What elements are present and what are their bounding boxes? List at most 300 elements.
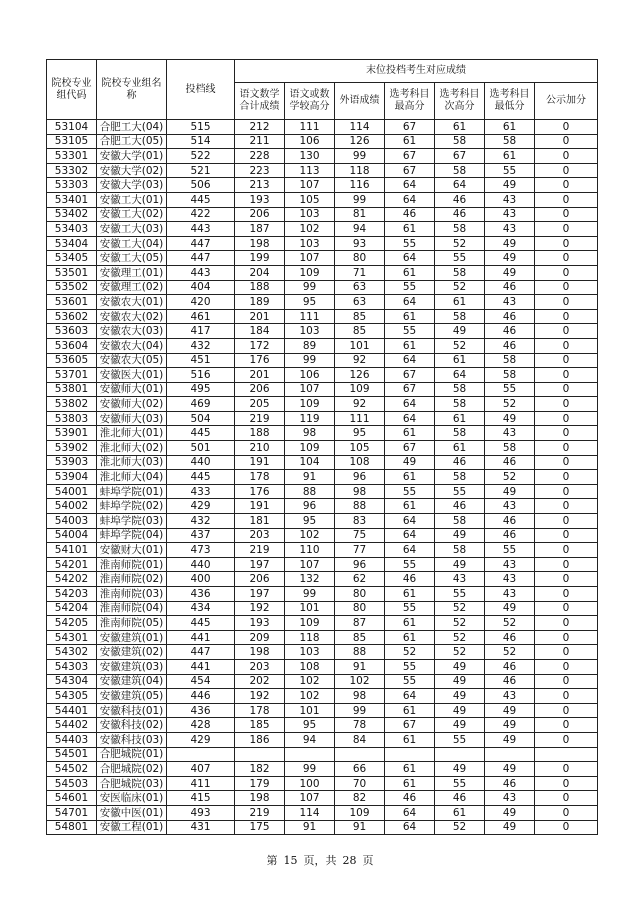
cell-elective-lowest: 52	[485, 616, 535, 631]
cell-elective-lowest: 58	[485, 353, 535, 368]
cell-chinese-or-math-high: 103	[285, 324, 335, 339]
cell-chinese-math-total: 198	[235, 645, 285, 660]
table-row	[47, 718, 598, 733]
cell-group-code: 53902	[47, 441, 97, 456]
cell-group-code: 54402	[47, 718, 97, 733]
cell-foreign-language: 85	[335, 309, 385, 324]
cell-foreign-language: 94	[335, 222, 385, 237]
cell-chinese-math-total: 178	[235, 703, 285, 718]
cell-elective-second: 52	[435, 338, 485, 353]
cell-group-code: 53901	[47, 426, 97, 441]
cell-foreign-language: 99	[335, 192, 385, 207]
cell-group-code: 53803	[47, 411, 97, 426]
cell-chinese-or-math-high	[285, 747, 335, 762]
header-elective-highest: 选考科目最高分	[385, 83, 435, 120]
cell-chinese-math-total: 176	[235, 484, 285, 499]
cell-chinese-or-math-high: 96	[285, 499, 335, 514]
cell-elective-lowest: 46	[485, 776, 535, 791]
cell-chinese-or-math-high: 107	[285, 178, 335, 193]
cell-chinese-math-total: 219	[235, 411, 285, 426]
cell-elective-lowest: 43	[485, 689, 535, 704]
cell-foreign-language: 96	[335, 557, 385, 572]
table-row	[47, 207, 598, 222]
table-row	[47, 426, 598, 441]
cell-group-code: 54701	[47, 805, 97, 820]
table-header	[47, 60, 598, 120]
cell-elective-highest: 64	[385, 528, 435, 543]
cell-elective-second: 49	[435, 703, 485, 718]
cell-group-code: 54205	[47, 616, 97, 631]
cell-group-code: 54204	[47, 601, 97, 616]
cell-chinese-math-total: 178	[235, 470, 285, 485]
cell-foreign-language: 101	[335, 338, 385, 353]
cell-bonus: 0	[535, 674, 598, 689]
cell-group-name: 安徽建筑(01)	[97, 630, 167, 645]
cell-group-name: 淮北师大(01)	[97, 426, 167, 441]
cell-chinese-or-math-high: 103	[285, 645, 335, 660]
cell-chinese-or-math-high: 91	[285, 820, 335, 835]
cell-foreign-language: 75	[335, 528, 385, 543]
table-row	[47, 163, 598, 178]
cell-group-name: 安徽理工(01)	[97, 265, 167, 280]
cell-cutoff-score: 454	[167, 674, 235, 689]
cell-group-name: 安徽农大(02)	[97, 309, 167, 324]
cell-chinese-math-total: 204	[235, 265, 285, 280]
cell-elective-highest: 55	[385, 236, 435, 251]
cell-chinese-or-math-high: 100	[285, 776, 335, 791]
cell-elective-highest: 55	[385, 659, 435, 674]
cell-cutoff-score: 445	[167, 426, 235, 441]
cell-elective-lowest: 43	[485, 222, 535, 237]
footer-total-pages: 28	[342, 854, 357, 867]
cell-group-name: 安徽工大(01)	[97, 192, 167, 207]
table-row	[47, 149, 598, 164]
cell-elective-second: 43	[435, 572, 485, 587]
cell-chinese-or-math-high: 101	[285, 703, 335, 718]
table-row	[47, 732, 598, 747]
table-row	[47, 645, 598, 660]
cell-chinese-or-math-high: 114	[285, 805, 335, 820]
cell-group-name: 合肥工大(05)	[97, 134, 167, 149]
cell-cutoff-score: 521	[167, 163, 235, 178]
cell-elective-highest: 64	[385, 397, 435, 412]
cell-bonus: 0	[535, 222, 598, 237]
cell-elective-second: 64	[435, 178, 485, 193]
cell-foreign-language: 62	[335, 572, 385, 587]
cell-cutoff-score: 514	[167, 134, 235, 149]
cell-chinese-math-total: 203	[235, 659, 285, 674]
cell-elective-second: 49	[435, 718, 485, 733]
cell-chinese-or-math-high: 98	[285, 426, 335, 441]
cell-group-code: 53605	[47, 353, 97, 368]
cell-chinese-or-math-high: 106	[285, 368, 335, 383]
cell-group-code: 54202	[47, 572, 97, 587]
cell-foreign-language: 99	[335, 149, 385, 164]
cell-foreign-language: 80	[335, 601, 385, 616]
table-row	[47, 338, 598, 353]
cell-chinese-math-total: 201	[235, 368, 285, 383]
table-row	[47, 368, 598, 383]
cell-group-code: 54302	[47, 645, 97, 660]
cell-chinese-math-total: 206	[235, 207, 285, 222]
cell-cutoff-score: 436	[167, 703, 235, 718]
cell-chinese-or-math-high: 109	[285, 441, 335, 456]
cell-cutoff-score: 445	[167, 616, 235, 631]
cell-cutoff-score: 431	[167, 820, 235, 835]
cell-group-name: 安徽医大(01)	[97, 368, 167, 383]
cell-group-code: 53903	[47, 455, 97, 470]
cell-foreign-language: 80	[335, 587, 385, 602]
table-row	[47, 309, 598, 324]
cell-bonus: 0	[535, 630, 598, 645]
cell-cutoff-score: 404	[167, 280, 235, 295]
cell-foreign-language: 70	[335, 776, 385, 791]
cell-elective-highest: 64	[385, 820, 435, 835]
table-row	[47, 499, 598, 514]
cell-bonus: 0	[535, 338, 598, 353]
cell-elective-second: 55	[435, 732, 485, 747]
cell-group-code: 53501	[47, 265, 97, 280]
cell-chinese-math-total: 192	[235, 689, 285, 704]
cell-foreign-language: 99	[335, 703, 385, 718]
cell-chinese-math-total: 197	[235, 557, 285, 572]
cell-chinese-or-math-high: 107	[285, 557, 335, 572]
cell-cutoff-score: 461	[167, 309, 235, 324]
cell-group-name: 淮南师院(03)	[97, 587, 167, 602]
cell-elective-second: 55	[435, 776, 485, 791]
cell-elective-highest: 64	[385, 411, 435, 426]
cell-group-code: 53104	[47, 120, 97, 135]
cell-group-name: 安徽师大(03)	[97, 411, 167, 426]
cell-elective-lowest: 46	[485, 514, 535, 529]
cell-elective-highest: 46	[385, 207, 435, 222]
cell-foreign-language: 114	[335, 120, 385, 135]
footer-suffix: 页	[362, 854, 374, 867]
cell-elective-second: 49	[435, 659, 485, 674]
cell-chinese-math-total: 192	[235, 601, 285, 616]
cell-group-name: 蚌埠学院(02)	[97, 499, 167, 514]
cell-chinese-or-math-high: 106	[285, 134, 335, 149]
cell-elective-lowest: 46	[485, 630, 535, 645]
cell-bonus: 0	[535, 528, 598, 543]
cell-foreign-language: 71	[335, 265, 385, 280]
cell-foreign-language: 126	[335, 134, 385, 149]
cell-elective-highest: 61	[385, 222, 435, 237]
cell-group-code: 54502	[47, 762, 97, 777]
cell-chinese-or-math-high: 109	[285, 265, 335, 280]
cell-elective-lowest: 46	[485, 280, 535, 295]
cell-group-name: 安徽师大(01)	[97, 382, 167, 397]
cell-bonus: 0	[535, 659, 598, 674]
cell-cutoff-score: 407	[167, 762, 235, 777]
cell-elective-lowest: 52	[485, 645, 535, 660]
cell-group-name: 安徽农大(01)	[97, 295, 167, 310]
cell-elective-highest: 64	[385, 353, 435, 368]
cell-cutoff-score: 440	[167, 557, 235, 572]
cell-elective-second: 49	[435, 674, 485, 689]
cell-chinese-math-total: 197	[235, 587, 285, 602]
cell-elective-lowest: 49	[485, 762, 535, 777]
cell-elective-second: 52	[435, 616, 485, 631]
table-row	[47, 192, 598, 207]
header-bonus: 公示加分	[535, 83, 598, 120]
cell-bonus: 0	[535, 441, 598, 456]
cell-foreign-language: 98	[335, 689, 385, 704]
cell-group-code: 54305	[47, 689, 97, 704]
cell-chinese-math-total: 188	[235, 426, 285, 441]
cell-chinese-or-math-high: 102	[285, 528, 335, 543]
cell-group-code: 54801	[47, 820, 97, 835]
cell-elective-lowest: 43	[485, 192, 535, 207]
cell-bonus: 0	[535, 805, 598, 820]
cell-elective-second: 58	[435, 514, 485, 529]
cell-bonus: 0	[535, 732, 598, 747]
table-row	[47, 441, 598, 456]
cell-cutoff-score: 400	[167, 572, 235, 587]
cell-elective-highest: 64	[385, 178, 435, 193]
cell-group-code: 53402	[47, 207, 97, 222]
cell-chinese-math-total: 203	[235, 528, 285, 543]
cell-foreign-language: 96	[335, 470, 385, 485]
cell-elective-second: 61	[435, 353, 485, 368]
cell-elective-second: 55	[435, 484, 485, 499]
footer-mid: 页，共	[303, 854, 337, 867]
table-row	[47, 397, 598, 412]
cell-elective-lowest: 46	[485, 338, 535, 353]
cell-group-code: 53502	[47, 280, 97, 295]
cell-group-code: 54401	[47, 703, 97, 718]
cell-elective-highest: 64	[385, 805, 435, 820]
cell-group-code: 53303	[47, 178, 97, 193]
table-row	[47, 134, 598, 149]
cell-elective-second: 49	[435, 528, 485, 543]
cell-cutoff-score: 451	[167, 353, 235, 368]
cell-foreign-language: 63	[335, 295, 385, 310]
cell-chinese-or-math-high: 91	[285, 470, 335, 485]
cell-bonus: 0	[535, 703, 598, 718]
cell-elective-second: 55	[435, 587, 485, 602]
header-foreign-language: 外语成绩	[335, 83, 385, 120]
cell-elective-highest: 46	[385, 791, 435, 806]
cell-bonus: 0	[535, 353, 598, 368]
cell-group-name: 淮北师大(04)	[97, 470, 167, 485]
cell-group-name: 安徽科技(01)	[97, 703, 167, 718]
cell-elective-highest: 49	[385, 455, 435, 470]
cell-foreign-language: 98	[335, 484, 385, 499]
cell-cutoff-score: 411	[167, 776, 235, 791]
table-row	[47, 178, 598, 193]
cell-group-name: 安徽财大(01)	[97, 543, 167, 558]
cell-chinese-or-math-high: 101	[285, 601, 335, 616]
cell-chinese-or-math-high: 109	[285, 397, 335, 412]
cell-elective-highest: 55	[385, 601, 435, 616]
cell-foreign-language: 109	[335, 805, 385, 820]
cell-bonus	[535, 747, 598, 762]
cell-cutoff-score: 506	[167, 178, 235, 193]
cell-elective-highest: 64	[385, 543, 435, 558]
cell-cutoff-score: 515	[167, 120, 235, 135]
cell-bonus: 0	[535, 368, 598, 383]
cell-foreign-language: 88	[335, 499, 385, 514]
cell-group-name: 安徽农大(03)	[97, 324, 167, 339]
cell-bonus: 0	[535, 791, 598, 806]
cell-elective-highest: 55	[385, 484, 435, 499]
cell-chinese-math-total: 199	[235, 251, 285, 266]
cell-group-name: 蚌埠学院(01)	[97, 484, 167, 499]
cell-elective-second: 58	[435, 309, 485, 324]
cell-foreign-language: 78	[335, 718, 385, 733]
cell-elective-lowest: 55	[485, 543, 535, 558]
cell-elective-lowest: 49	[485, 178, 535, 193]
cell-bonus: 0	[535, 587, 598, 602]
cell-group-name: 安徽农大(04)	[97, 338, 167, 353]
cell-bonus: 0	[535, 134, 598, 149]
cell-group-code: 53403	[47, 222, 97, 237]
cell-chinese-math-total	[235, 747, 285, 762]
cell-chinese-or-math-high: 107	[285, 382, 335, 397]
table-row	[47, 295, 598, 310]
cell-group-name: 合肥城院(01)	[97, 747, 167, 762]
cell-chinese-or-math-high: 95	[285, 718, 335, 733]
cell-cutoff-score: 504	[167, 411, 235, 426]
cell-elective-second: 52	[435, 820, 485, 835]
cell-cutoff-score	[167, 747, 235, 762]
cell-foreign-language: 109	[335, 382, 385, 397]
cell-group-name: 安徽工程(01)	[97, 820, 167, 835]
cell-group-name: 安徽建筑(04)	[97, 674, 167, 689]
cell-chinese-or-math-high: 110	[285, 543, 335, 558]
cell-elective-highest: 61	[385, 703, 435, 718]
cell-chinese-or-math-high: 99	[285, 762, 335, 777]
cell-elective-highest: 67	[385, 149, 435, 164]
table-row	[47, 236, 598, 251]
cell-bonus: 0	[535, 762, 598, 777]
cell-chinese-math-total: 210	[235, 441, 285, 456]
cell-cutoff-score: 516	[167, 368, 235, 383]
table-row	[47, 470, 598, 485]
cell-elective-highest: 61	[385, 616, 435, 631]
cell-elective-highest: 55	[385, 280, 435, 295]
cell-cutoff-score: 473	[167, 543, 235, 558]
footer-page-number: 15	[283, 854, 298, 867]
cell-group-name: 安徽工大(03)	[97, 222, 167, 237]
table-row	[47, 251, 598, 266]
cell-bonus: 0	[535, 455, 598, 470]
cell-chinese-or-math-high: 107	[285, 251, 335, 266]
cell-group-name: 淮南师院(01)	[97, 557, 167, 572]
table-row	[47, 382, 598, 397]
cell-elective-highest: 61	[385, 309, 435, 324]
cell-elective-second: 64	[435, 368, 485, 383]
cell-elective-highest: 67	[385, 718, 435, 733]
cell-elective-lowest: 52	[485, 470, 535, 485]
cell-elective-second: 58	[435, 543, 485, 558]
cell-chinese-or-math-high: 103	[285, 236, 335, 251]
cell-bonus: 0	[535, 601, 598, 616]
table-row	[47, 659, 598, 674]
cell-elective-second: 58	[435, 163, 485, 178]
cell-chinese-math-total: 191	[235, 499, 285, 514]
cell-elective-lowest: 49	[485, 805, 535, 820]
cell-foreign-language: 77	[335, 543, 385, 558]
table-row	[47, 222, 598, 237]
cell-bonus: 0	[535, 776, 598, 791]
cell-foreign-language: 80	[335, 251, 385, 266]
cell-elective-second: 58	[435, 265, 485, 280]
cell-group-name: 合肥工大(04)	[97, 120, 167, 135]
cell-chinese-math-total: 176	[235, 353, 285, 368]
cell-cutoff-score: 493	[167, 805, 235, 820]
cell-cutoff-score: 417	[167, 324, 235, 339]
table-row	[47, 543, 598, 558]
cell-bonus: 0	[535, 514, 598, 529]
cell-group-code: 53801	[47, 382, 97, 397]
table-row	[47, 528, 598, 543]
cell-bonus: 0	[535, 382, 598, 397]
cell-chinese-math-total: 189	[235, 295, 285, 310]
cell-foreign-language: 118	[335, 163, 385, 178]
cell-elective-second: 55	[435, 251, 485, 266]
cell-group-code: 53802	[47, 397, 97, 412]
cell-group-code: 54003	[47, 514, 97, 529]
page-footer	[0, 852, 640, 868]
header-elective-lowest: 选考科目最低分	[485, 83, 535, 120]
cell-group-code: 54503	[47, 776, 97, 791]
cell-foreign-language: 91	[335, 820, 385, 835]
cell-elective-highest: 61	[385, 470, 435, 485]
cell-elective-second: 58	[435, 426, 485, 441]
cell-bonus: 0	[535, 557, 598, 572]
cell-foreign-language: 85	[335, 630, 385, 645]
cell-bonus: 0	[535, 280, 598, 295]
footer-prefix: 第	[266, 854, 278, 867]
cell-group-name: 安徽工大(02)	[97, 207, 167, 222]
cell-elective-highest: 61	[385, 134, 435, 149]
cell-group-name: 安徽工大(05)	[97, 251, 167, 266]
cell-group-name: 安徽师大(02)	[97, 397, 167, 412]
cell-chinese-or-math-high: 119	[285, 411, 335, 426]
cell-group-code: 53302	[47, 163, 97, 178]
cell-bonus: 0	[535, 192, 598, 207]
cell-elective-lowest: 46	[485, 659, 535, 674]
cell-elective-highest: 61	[385, 265, 435, 280]
cell-elective-second: 52	[435, 645, 485, 660]
cell-group-name: 淮南师院(02)	[97, 572, 167, 587]
cell-bonus: 0	[535, 236, 598, 251]
cell-foreign-language: 81	[335, 207, 385, 222]
table-row	[47, 455, 598, 470]
cell-chinese-math-total: 191	[235, 455, 285, 470]
cell-foreign-language: 102	[335, 674, 385, 689]
cell-chinese-math-total: 202	[235, 674, 285, 689]
cell-elective-second: 58	[435, 222, 485, 237]
table-row	[47, 484, 598, 499]
cell-chinese-math-total: 219	[235, 805, 285, 820]
cell-elective-highest: 55	[385, 324, 435, 339]
cell-bonus: 0	[535, 120, 598, 135]
cell-group-name: 淮北师大(02)	[97, 441, 167, 456]
cell-group-code: 54201	[47, 557, 97, 572]
cell-chinese-or-math-high: 95	[285, 295, 335, 310]
cell-elective-highest: 61	[385, 499, 435, 514]
cell-bonus: 0	[535, 309, 598, 324]
cell-chinese-or-math-high: 130	[285, 149, 335, 164]
cell-chinese-math-total: 179	[235, 776, 285, 791]
table-row	[47, 265, 598, 280]
cell-elective-lowest: 61	[485, 120, 535, 135]
cell-elective-highest: 64	[385, 689, 435, 704]
header-name: 院校专业组名称	[97, 60, 167, 120]
